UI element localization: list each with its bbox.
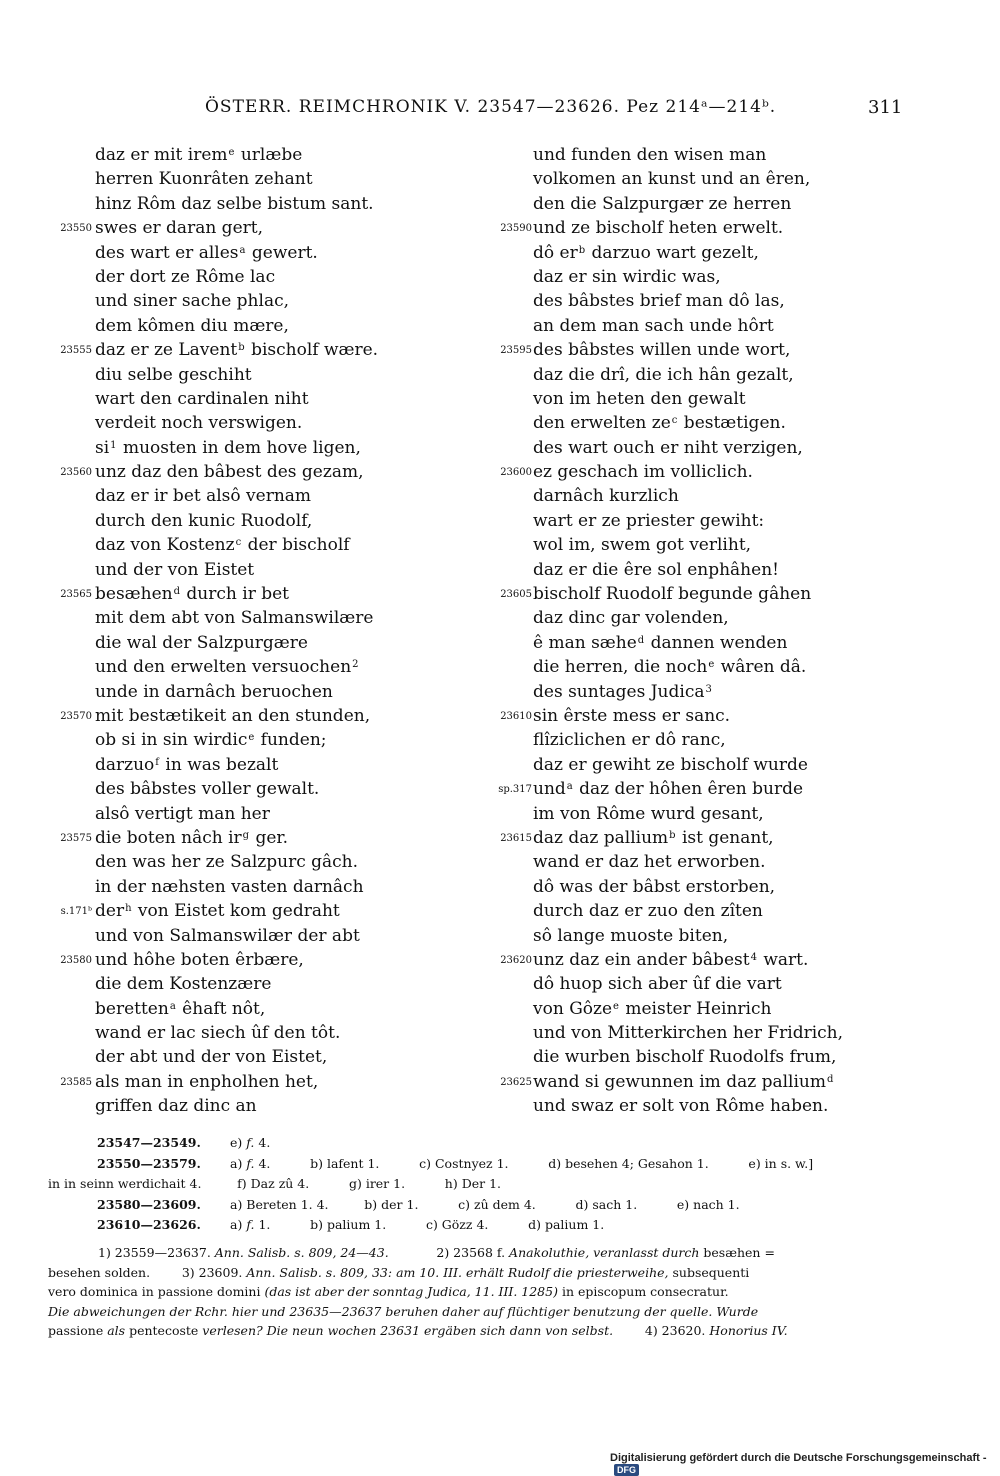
verse-text: besæhen$^d$ durch ir bet xyxy=(95,584,289,605)
verse-text: und funden den wisen man xyxy=(533,145,767,165)
apparatus-range: 23610—23626. xyxy=(97,1217,201,1232)
verse-line xyxy=(480,655,1000,679)
verse-text: und$^a$ daz der hôhen êren burde xyxy=(533,779,804,800)
verse-text: von Gôze$^e$ meister Heinrich xyxy=(533,998,772,1019)
verse-text: die wurben bischolf Ruodolfs frum, xyxy=(533,1047,837,1068)
verse-line xyxy=(480,192,1000,216)
verse-text: die dem Kostenzære xyxy=(95,974,272,995)
apparatus-text: in in seinn werdichait 4. f) Daz zû 4. g) irer 1. h) Der 1. xyxy=(48,1176,501,1191)
verse-text: den was her ze Salzpurc gâch. xyxy=(95,852,359,873)
verse-text: mit bestætikeit an den stunden, xyxy=(95,705,371,726)
verse-text: und swaz er solt von Rôme haben. xyxy=(533,1096,829,1117)
apparatus-entry xyxy=(48,1174,903,1195)
verse-line xyxy=(480,289,1000,313)
verse-text: dem kômen diu mære, xyxy=(95,315,289,336)
footnotes xyxy=(48,1243,900,1341)
verse-line xyxy=(480,826,1000,850)
verse-text: die boten nâch $ir^g$ ger. xyxy=(95,827,289,848)
verse-line xyxy=(0,509,470,533)
verse-text: ez geschach im volliclich. xyxy=(533,462,753,483)
line-number: s.171ᵇ xyxy=(60,906,92,918)
verse-line xyxy=(480,338,1000,362)
verse-line xyxy=(0,655,470,679)
verse-text: den erwelten $ze^c$ bestætigen. xyxy=(533,413,786,434)
verse-line xyxy=(480,924,1000,948)
verse-line xyxy=(0,411,470,435)
verse-text: daz er sin wirdic was, xyxy=(533,266,721,287)
verse-text: bischolf Ruodolf begunde gâhen xyxy=(533,584,812,605)
footnote-line: 1) 23559—23637. Ann. Salisb. s. 809, 24—43. 2) 23568 f. Anakoluthie, veranlasst durch besæhen = xyxy=(98,1245,775,1260)
verse-text: dô was der bâbst erstorben, xyxy=(533,876,776,897)
verse-text: unde in darnâch beruochen xyxy=(95,681,333,702)
verse-text: griffen daz dinc an xyxy=(95,1096,257,1117)
verse-line xyxy=(480,363,1000,387)
verse-text: und von Mitterkirchen her Fridrich, xyxy=(533,1023,844,1044)
apparatus-range: 23547—23549. xyxy=(97,1135,201,1150)
verse-text: mit dem abt von Salmanswilære xyxy=(95,608,374,629)
verse-line xyxy=(0,728,470,752)
verse-line xyxy=(480,460,1000,484)
apparatus-entry xyxy=(48,1215,903,1236)
verse-line xyxy=(480,777,1000,801)
verse-text: und der von Eistet xyxy=(95,559,255,580)
verse-text: des suntages Judica$^3$ xyxy=(533,681,712,702)
verse-line xyxy=(480,533,1000,557)
line-number: 23620 xyxy=(500,954,532,966)
line-number: 23555 xyxy=(60,345,92,357)
running-header xyxy=(0,97,1000,121)
verse-text: des bâbstes brief man dô las, xyxy=(533,291,785,312)
verse-text: herren Kuonrâten zehant xyxy=(95,169,313,190)
verse-text: des wart er alles$^a$ gewert. xyxy=(95,242,318,263)
verse-text: flîziclichen er dô ranc, xyxy=(533,730,726,751)
verse-text: die herren, die noch$^e$ wâren dâ. xyxy=(533,657,807,678)
verse-text: in der næhsten vasten darnâch xyxy=(95,876,364,897)
verse-text: verdeit noch verswigen. xyxy=(95,413,303,434)
verse-text: des bâbstes willen unde wort, xyxy=(533,340,791,361)
verse-text: der$^h$ von Eistet kom gedraht xyxy=(95,901,340,922)
verse-line xyxy=(480,728,1000,752)
line-number: 23590 xyxy=(500,223,532,235)
verse-line xyxy=(0,948,470,972)
verse-line xyxy=(480,948,1000,972)
verse-text: daz er ze Lavent$^b$ bischolf wære. xyxy=(95,340,379,361)
verse-text: daz dinc gar volenden, xyxy=(533,608,729,629)
footer-text: Digitalisierung gefördert durch die Deutsche Forschungsgemeinschaft - xyxy=(610,1452,987,1464)
verse-line xyxy=(0,265,470,289)
verse-line xyxy=(0,997,470,1021)
verse-line xyxy=(0,436,470,460)
verse-line xyxy=(0,289,470,313)
apparatus-entry xyxy=(48,1133,903,1154)
verse-text: durch daz er zuo den zîten xyxy=(533,901,763,922)
verse-text: und siner sache phlac, xyxy=(95,291,290,312)
line-number: 23565 xyxy=(60,589,92,601)
verse-text: der abt und der von Eistet, xyxy=(95,1047,328,1068)
verse-text: hinz Rôm daz selbe bistum sant. xyxy=(95,193,374,214)
verse-text: den die Salzpurgær ze herren xyxy=(533,193,792,214)
line-number: 23560 xyxy=(60,467,92,479)
apparatus-entry xyxy=(48,1154,903,1175)
footnote-line: besehen solden. 3) 23609. Ann. Salisb. s. 809, 33: am 10. III. erhält Rudolf die priesterweihe, subsequenti xyxy=(48,1264,750,1280)
verse-line xyxy=(0,387,470,411)
verse-line xyxy=(480,1070,1000,1094)
verse-text: volkomen an kunst und an êren, xyxy=(533,169,811,190)
line-number: 23600 xyxy=(500,467,532,479)
verse-line xyxy=(0,1021,470,1045)
verse-line xyxy=(480,558,1000,582)
verse-text: wart er ze priester gewiht: xyxy=(533,510,765,531)
verse-text: beretten$^a$ êhaft nôt, xyxy=(95,998,266,1019)
apparatus-entry xyxy=(48,1195,903,1216)
verse-line xyxy=(480,875,1000,899)
verse-text: sô lange muoste biten, xyxy=(533,925,729,946)
footnote-line: vero dominica in passione domini (das ist aber der sonntag Judica, 11. III. 1285) in episcopum consecratur. xyxy=(48,1284,729,1299)
verse-line xyxy=(480,484,1000,508)
verse-text: unz daz den bâbest des gezam, xyxy=(95,462,364,483)
line-number: 23575 xyxy=(60,832,92,844)
footnote-line: Die abweichungen der Rchr. hier und 23635—23637 beruhen daher auf flüchtiger benutzung der quelle. Wurde xyxy=(48,1303,759,1319)
verse-line xyxy=(480,753,1000,777)
verse-text: dô huop sich aber ûf die vart xyxy=(533,974,782,995)
verse-line xyxy=(0,241,470,265)
verse-line xyxy=(0,338,470,362)
verse-line xyxy=(0,558,470,582)
verse-line xyxy=(480,802,1000,826)
verse-text: diu selbe geschiht xyxy=(95,364,252,385)
verse-text: und von Salmanswilær der abt xyxy=(95,925,360,946)
apparatus-range: 23580—23609. xyxy=(97,1196,201,1212)
verse-line xyxy=(480,411,1000,435)
verse-text: daz er mit irem$^e$ urlæbe xyxy=(95,145,303,165)
verse-line xyxy=(480,899,1000,923)
verse-text: swes er daran gert, xyxy=(95,218,263,239)
verse-line xyxy=(480,167,1000,191)
verse-line xyxy=(480,972,1000,996)
verse-text: daz er die êre sol enphâhen! xyxy=(533,559,779,580)
verse-text: dô $er^b$ darzuo wart gezelt, xyxy=(533,242,759,263)
verse-line xyxy=(480,509,1000,533)
apparatus-text: e) f. 4. xyxy=(230,1135,271,1150)
verse-column-right xyxy=(480,143,1000,1119)
verse-line xyxy=(0,314,470,338)
verse-line xyxy=(0,460,470,484)
verse-text: daz die drî, die ich hân gezalt, xyxy=(533,364,794,385)
verse-text: als man in enpholhen het, xyxy=(95,1071,319,1092)
verse-text: ob si in sin wirdic$^e$ funden; xyxy=(95,730,327,751)
verse-text: wand si gewunnen im daz pallium$^d$ xyxy=(533,1071,834,1092)
verse-line xyxy=(480,997,1000,1021)
verse-line xyxy=(480,582,1000,606)
verse-text: und den erwelten versuochen$^2$ xyxy=(95,657,359,678)
verse-text: alsô vertigt man her xyxy=(95,803,270,824)
verse-line xyxy=(0,606,470,630)
verse-text: wol im, swem got verliht, xyxy=(533,535,752,556)
apparatus-range: 23550—23579. xyxy=(97,1155,201,1171)
verse-text: des wart ouch er niht verzigen, xyxy=(533,437,803,458)
verse-text: wand er lac siech ûf den tôt. xyxy=(95,1023,341,1044)
apparatus-text: a) Bereten 1. 4. b) der 1. c) zû dem 4. d) sach 1. e) nach 1. xyxy=(230,1196,740,1212)
verse-line xyxy=(480,704,1000,728)
verse-text: von im heten den gewalt xyxy=(533,388,746,409)
footnote-line: passione als pentecoste verlesen? Die neun wochen 23631 ergäben sich dann von selbst. 4) 23620. Honorius IV. xyxy=(48,1323,788,1338)
verse-line xyxy=(480,436,1000,460)
verse-line xyxy=(0,680,470,704)
verse-line xyxy=(480,606,1000,630)
header-title: ÖSTERR. REIMCHRONIK V. 23547—23626. Pez 214ᵃ—214ᵇ. xyxy=(205,97,777,117)
verse-line xyxy=(0,582,470,606)
verse-column-left xyxy=(0,143,470,1119)
verse-line xyxy=(480,850,1000,874)
verse-line xyxy=(0,1070,470,1094)
verse-text: darzuo$^f$ in was bezalt xyxy=(95,754,279,775)
verse-line xyxy=(0,1094,470,1118)
verse-text: des bâbstes voller gewalt. xyxy=(95,779,320,800)
line-number: 23605 xyxy=(500,589,532,601)
verse-line xyxy=(480,216,1000,240)
verse-line xyxy=(0,484,470,508)
line-number: 23595 xyxy=(500,345,532,357)
verse-line xyxy=(0,826,470,850)
verse-text: im von Rôme wurd gesant, xyxy=(533,803,764,824)
verse-line xyxy=(0,363,470,387)
verse-text: daz von Kostenz$^c$ der bischolf xyxy=(95,535,350,556)
verse-text: daz daz pallium$^b$ ist genant, xyxy=(533,827,774,848)
verse-line xyxy=(0,216,470,240)
apparatus-text: a) f. 4. b) lafent 1. c) Costnyez 1. d) besehen 4; Gesahon 1. e) in s. w.] xyxy=(230,1155,814,1171)
verse-text: ê man sæhe$^d$ dannen wenden xyxy=(533,632,788,653)
verse-text: unz daz ein ander bâbest$^4$ wart. xyxy=(533,949,809,970)
line-number: sp.317 xyxy=(498,784,532,796)
verse-line xyxy=(480,1045,1000,1069)
verse-line xyxy=(480,143,1000,167)
line-number: 23625 xyxy=(500,1076,532,1088)
verse-text: daz er ir bet alsô vernam xyxy=(95,486,312,507)
line-number: 23570 xyxy=(60,710,92,722)
verse-line xyxy=(0,899,470,923)
verse-line xyxy=(0,972,470,996)
verse-line xyxy=(0,850,470,874)
verse-text: wand er daz het erworben. xyxy=(533,852,766,873)
verse-line xyxy=(480,1021,1000,1045)
verse-line xyxy=(480,265,1000,289)
verse-line xyxy=(0,875,470,899)
page-number: 311 xyxy=(868,97,903,118)
verse-line xyxy=(0,533,470,557)
verse-text: der dort ze Rôme lac xyxy=(95,266,276,287)
verse-line xyxy=(0,704,470,728)
verse-line xyxy=(480,241,1000,265)
verse-line xyxy=(480,314,1000,338)
verse-text: durch den kunic Ruodolf, xyxy=(95,510,313,531)
verse-line xyxy=(480,631,1000,655)
verse-line xyxy=(0,777,470,801)
apparatus-text: a) f. 1. b) palium 1. c) Gözz 4. d) palium 1. xyxy=(230,1217,605,1232)
verse-line xyxy=(480,387,1000,411)
verse-line xyxy=(480,1094,1000,1118)
verse-text: und hôhe boten êrbære, xyxy=(95,949,304,970)
verse-line xyxy=(0,802,470,826)
verse-text: darnâch kurzlich xyxy=(533,486,679,507)
line-number: 23580 xyxy=(60,954,92,966)
line-number: 23610 xyxy=(500,710,532,722)
verse-line xyxy=(0,631,470,655)
critical-apparatus xyxy=(48,1133,903,1236)
verse-text: wart den cardinalen niht xyxy=(95,388,309,409)
line-number: 23585 xyxy=(60,1076,92,1088)
verse-text: $si^1$ muosten in dem hove ligen, xyxy=(95,437,361,458)
verse-text: daz er gewiht ze bischolf wurde xyxy=(533,754,808,775)
verse-line xyxy=(0,192,470,216)
verse-line xyxy=(0,753,470,777)
verse-line xyxy=(480,680,1000,704)
dfg-logo: DFG xyxy=(614,1464,639,1476)
verse-line xyxy=(0,924,470,948)
verse-text: sin êrste mess er sanc. xyxy=(533,705,731,726)
verse-line xyxy=(0,167,470,191)
verse-text: und ze bischolf heten erwelt. xyxy=(533,218,784,239)
digitization-footer xyxy=(610,1452,1000,1476)
verse-text: die wal der Salzpurgære xyxy=(95,632,308,653)
verse-text: an dem man sach unde hôrt xyxy=(533,315,774,336)
line-number: 23550 xyxy=(60,223,92,235)
verse-line xyxy=(0,1045,470,1069)
line-number: 23615 xyxy=(500,832,532,844)
verse-line xyxy=(0,143,470,167)
